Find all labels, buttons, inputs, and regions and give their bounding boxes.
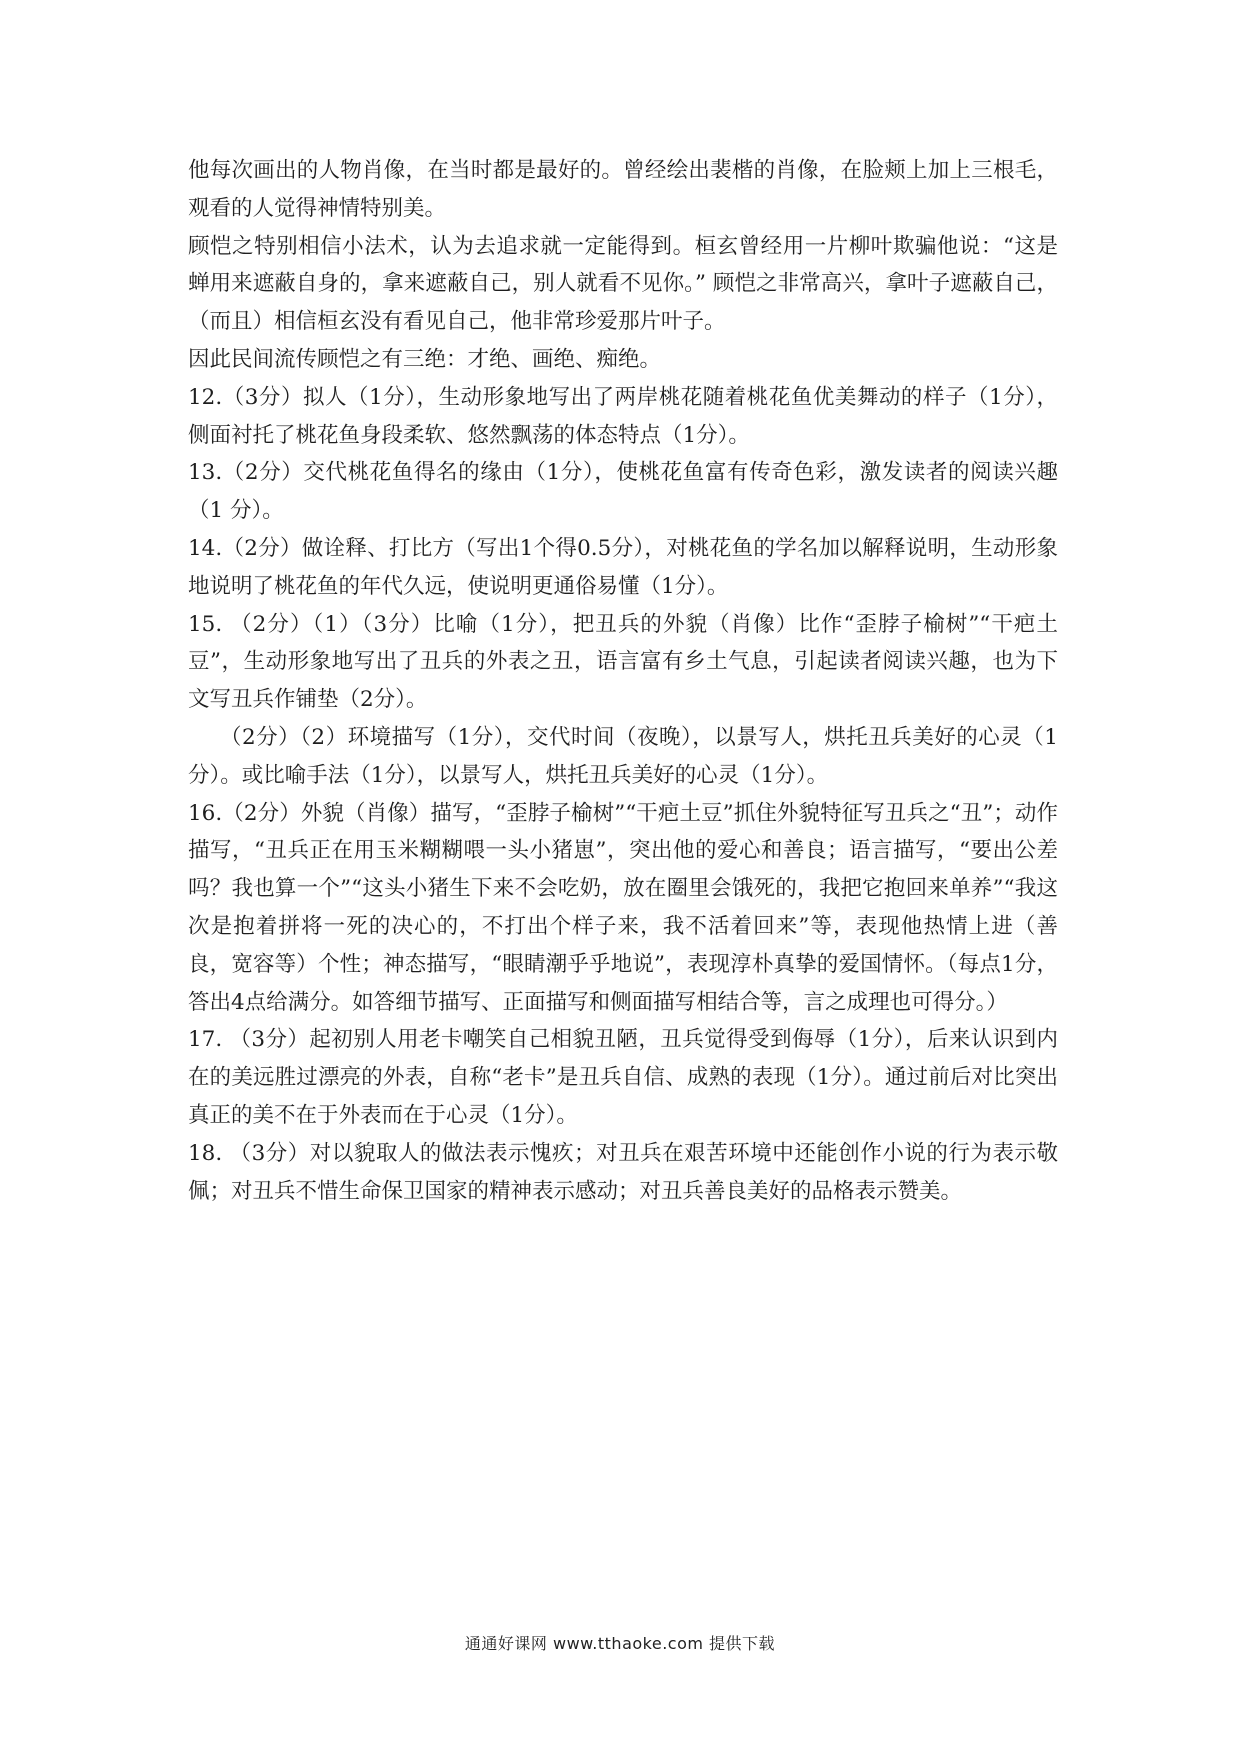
answer-document [188, 152, 1058, 1210]
translation-paragraph-willow-leaf: 顾恺之特别相信小法术，认为去追求就一定能得到。桓玄曾经用一片柳叶欺骗他说：“这是蝉用来遮蔽自身的，拿来遮蔽自己，别人就看不见你。” 顾恺之非常高兴，拿叶子遮蔽自己，（而且）相信桓玄没有看见自己，他非常珍爱那片叶子。 [188, 233, 1058, 335]
translation-paragraph-three-excellences: 因此民间流传顾恺之有三绝：才绝、画绝、痴绝。 [188, 346, 662, 372]
answer-15-part-1: 15. （2分）（1）（3分）比喻（1分），把丑兵的外貌（肖像）比作“歪脖子榆树”“干疤土豆”，生动形象地写出了丑兵的外表之丑，语言富有乡土气息，引起读者阅读兴趣，也为下文写丑兵作铺垫（2分）。 [188, 611, 1058, 713]
page-footer: 通通好课网 www.tthaoke.com 提供下载 [464, 1634, 776, 1653]
answer-16: 16.（2分）外貌（肖像）描写，“歪脖子榆树”“干疤土豆”抓住外貌特征写丑兵之“丑”；动作描写，“丑兵正在用玉米糊糊喂一头小猪崽”，突出他的爱心和善良；语言描写，“要出公差吗？我也算一个”“这头小猪生下来不会吃奶，放在圈里会饿死的，我把它抱回来单养”“我这次是抱着拼将一死的决心的，不打出个样子来，我不活着回来”等，表现他热情上进（善良，宽容等）个性；神态描写，“眼睛潮乎乎地说”，表现淳朴真挚的爱国情怀。（每点1分，答出4点给满分。如答细节描写、正面描写和侧面描写相结合等，言之成理也可得分。） [188, 800, 1058, 1015]
answer-12: 12.（3分）拟人（1分），生动形象地写出了两岸桃花随着桃花鱼优美舞动的样子（1分），侧面衬托了桃花鱼身段柔软、悠然飘荡的体态特点（1分）。 [188, 384, 1058, 448]
answer-13: 13.（2分）交代桃花鱼得名的缘由（1分），使桃花鱼富有传奇色彩，激发读者的阅读兴趣（1 分）。 [188, 460, 1058, 524]
answer-14: 14.（2分）做诠释、打比方（写出1个得0.5分），对桃花鱼的学名加以解释说明，生动形象地说明了桃花鱼的年代久远，使说明更通俗易懂（1分）。 [188, 535, 1058, 599]
answer-15-part-2: （2分）（2）环境描写（1分），交代时间（夜晚），以景写人，烘托丑兵美好的心灵（1分）。或比喻手法（1分），以景写人，烘托丑兵美好的心灵（1分）。 [188, 724, 1058, 788]
answer-18: 18. （3分）对以貌取人的做法表示愧疚；对丑兵在艰苦环境中还能创作小说的行为表示敬佩；对丑兵不惜生命保卫国家的精神表示感动；对丑兵善良美好的品格表示赞美。 [188, 1140, 1058, 1204]
translation-paragraph-portrait: 他每次画出的人物肖像，在当时都是最好的。曾经绘出裴楷的肖像，在脸颊上加上三根毛，观看的人觉得神情特别美。 [188, 158, 1058, 221]
answer-17: 17. （3分）起初别人用老卡嘲笑自己相貌丑陋，丑兵觉得受到侮辱（1分），后来认识到内在的美远胜过漂亮的外表，自称“老卡”是丑兵自信、成熟的表现（1分）。通过前后对比突出真正的美不在于外表而在于心灵（1分）。 [188, 1027, 1058, 1128]
